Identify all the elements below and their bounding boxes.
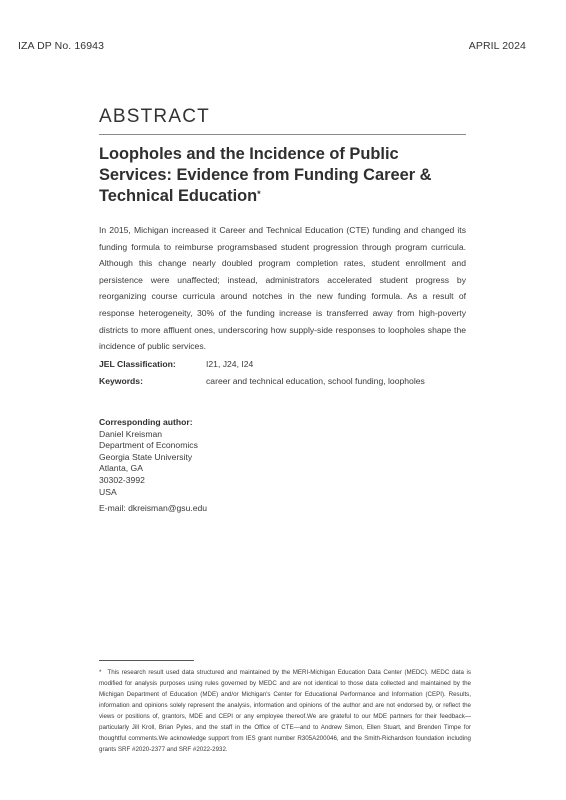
footnote-marker: *	[99, 669, 102, 676]
keywords-row	[99, 375, 469, 387]
abstract-text: In 2015, Michigan increased it Career and Technical Education (CTE) funding and changed its funding formula to reimburse programsbased student progression through program curricula. Although this change nearly doubled program completion rates, student enrollment and persistence were unaffected; instead, administrators accelerated student progress by reorganizing course curricula around notches in the new funding formula. As a result of response heterogeneity, 30% of the funding increase is transferred away from high-poverty districts to more affluent ones, underscoring how supply-side responses to loopholes shape the incidence of public services.	[99, 225, 466, 352]
jel-classification-row	[99, 358, 469, 370]
jel-value: I21, J24, I24	[206, 359, 254, 369]
paper-title	[99, 144, 469, 207]
author-city: Atlanta, GA	[99, 463, 143, 474]
footnote-divider	[99, 660, 194, 661]
publication-date: APRIL 2024	[468, 40, 526, 52]
keywords-label: Keywords:	[99, 376, 143, 386]
paper-title-text: Loopholes and the Incidence of Public Services: Evidence from Funding Career & Technical Education	[99, 145, 432, 205]
heading-divider	[99, 134, 466, 135]
corresponding-author-block	[99, 417, 207, 515]
author-country: USA	[99, 486, 117, 497]
title-footnote-marker: *	[257, 189, 261, 199]
author-name: Daniel Kreisman	[99, 428, 163, 439]
author-university: Georgia State University	[99, 451, 193, 462]
corresponding-author-label: Corresponding author:	[99, 417, 193, 427]
paper-number: IZA DP No. 16943	[18, 40, 105, 52]
jel-label: JEL Classification:	[99, 359, 176, 369]
author-zip: 30302-3992	[99, 474, 145, 485]
author-email[interactable]: E-mail: dkreisman@gsu.edu	[99, 503, 208, 514]
footnote	[99, 667, 471, 755]
footnote-text: This research result used data structured and maintained by the MERI-Michigan Education Data Center (MEDC). MEDC data is modified for analysis purposes using rules governed by MEDC and are not identical to those data collected and maintained by the Michigan Department of Education (MDE) and/or Michigan's Center for Educational Performance and Information (CEPI). Results, information and opinions solely represent the analysis, information and opinions of the author and are not endorsed by, or reflect the views or positions of, grantors, MDE and CEPI or any employee thereof.We are grateful to our MDE partners for their feedback—particularly Jill Kroll, Brian Pyles, and the staff in the Office of CTE—and to Andrew Simon, Ellen Stuart, and Brenden Timpe for thoughtful comments.We acknowledge support from IES grant number R305A200046, and the Smith-Richardson foundation including grants SRF #2020-2377 and SRF #2022-2932.	[99, 669, 471, 753]
abstract-heading: ABSTRACT	[99, 106, 210, 127]
author-department: Department of Economics	[99, 440, 198, 451]
keywords-value: career and technical education, school funding, loopholes	[206, 376, 425, 386]
